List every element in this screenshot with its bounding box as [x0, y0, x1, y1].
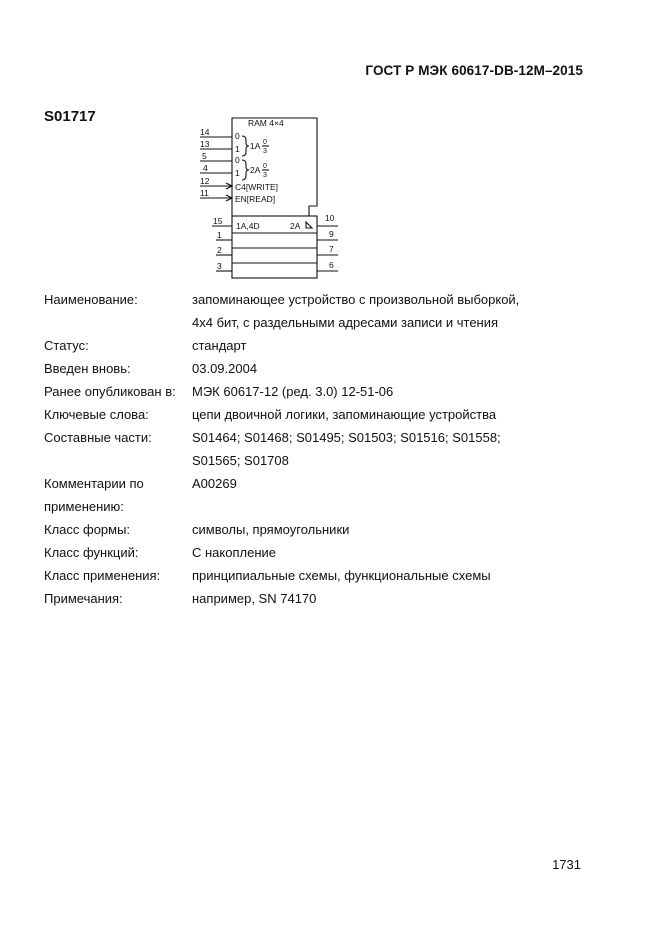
address-bit: 1	[235, 144, 240, 154]
cell-right-label: 2A	[290, 221, 301, 231]
info-row	[44, 403, 604, 426]
info-label-line: Класс формы:	[44, 522, 131, 537]
symbol-id: S01717	[44, 108, 96, 125]
pin-label: 12	[200, 176, 210, 186]
info-row	[44, 334, 604, 357]
info-value-line: A00269	[192, 476, 237, 491]
pin-label: 3	[217, 261, 222, 271]
pin-label: 1	[217, 230, 222, 240]
info-value	[192, 426, 604, 472]
info-value-line: цепи двоичной логики, запоминающие устройства	[192, 407, 497, 422]
pin-label: 9	[329, 229, 334, 239]
info-value	[192, 334, 604, 357]
info-value-line: запоминающее устройство с произвольной выборкой,	[192, 292, 520, 307]
document-header: ГОСТ Р МЭК 60617-DB-12M–2015	[365, 63, 583, 78]
address-bit: 0	[235, 131, 240, 141]
info-label	[44, 334, 192, 357]
info-value	[192, 288, 604, 334]
info-row	[44, 288, 604, 334]
pin-label: 2	[217, 245, 222, 255]
range-top: 0	[263, 163, 267, 170]
diagram-title: RAM 4×4	[248, 118, 284, 128]
info-row	[44, 564, 604, 587]
pin-label: 6	[329, 260, 334, 270]
info-value-line: 4x4 бит, с раздельными адресами записи и чтения	[192, 315, 499, 330]
info-label	[44, 380, 192, 403]
info-value	[192, 403, 604, 426]
range-top: 0	[263, 139, 267, 146]
info-value	[192, 564, 604, 587]
info-row	[44, 587, 604, 610]
pin-label: 5	[202, 151, 207, 161]
ram-symbol-diagram	[196, 112, 356, 284]
pin-label: 10	[325, 213, 335, 223]
info-label-line: Составные части:	[44, 430, 152, 445]
info-value	[192, 357, 604, 380]
info-label-line: Комментарии по	[44, 476, 144, 491]
info-label-line: Ранее опубликован в:	[44, 384, 176, 399]
info-value-line: принципиальные схемы, функциональные схемы	[192, 568, 491, 583]
address-bit: 1	[235, 168, 240, 178]
info-label	[44, 472, 192, 518]
pin-label: 15	[213, 216, 223, 226]
symbol-info-table	[44, 288, 604, 610]
info-value	[192, 518, 604, 541]
info-label	[44, 518, 192, 541]
control-label: EN[READ]	[235, 194, 276, 204]
info-row	[44, 426, 604, 472]
cell-left-label: 1A,4D	[236, 221, 260, 231]
info-label-line: применению:	[44, 499, 124, 514]
info-label	[44, 564, 192, 587]
info-value-line: С накопление	[192, 545, 276, 560]
info-label-line: Наименование:	[44, 292, 138, 307]
info-label	[44, 357, 192, 380]
info-value	[192, 587, 604, 610]
info-label	[44, 587, 192, 610]
info-value-line: 03.09.2004	[192, 361, 258, 376]
info-label-line: Класс применения:	[44, 568, 161, 583]
info-row	[44, 518, 604, 541]
info-label	[44, 288, 192, 334]
info-value-line: например, SN 74170	[192, 591, 317, 606]
info-row	[44, 472, 604, 518]
range-bottom: 3	[263, 172, 267, 179]
page-number: 1731	[552, 857, 581, 872]
info-value-line: МЭК 60617-12 (ред. 3.0) 12-51-06	[192, 384, 394, 399]
pin-label: 13	[200, 139, 210, 149]
info-label-line: Примечания:	[44, 591, 123, 606]
info-label-line: Ключевые слова:	[44, 407, 149, 422]
address-label: 2A	[250, 165, 261, 175]
info-value	[192, 541, 604, 564]
info-value-line: символы, прямоугольники	[192, 522, 350, 537]
info-value-line: S01464; S01468; S01495; S01503; S01516; S01558;	[192, 430, 501, 445]
info-label-line: Статус:	[44, 338, 89, 353]
pin-label: 14	[200, 127, 210, 137]
info-row	[44, 357, 604, 380]
info-value-line: S01565; S01708	[192, 453, 289, 468]
info-label	[44, 541, 192, 564]
range-bottom: 3	[263, 148, 267, 155]
control-label: C4[WRITE]	[235, 182, 278, 192]
info-label-line: Класс функций:	[44, 545, 139, 560]
pin-label: 11	[200, 188, 209, 198]
info-label-line: Введен вновь:	[44, 361, 131, 376]
address-bit: 0	[235, 155, 240, 165]
info-label	[44, 426, 192, 472]
info-value-line: стандарт	[192, 338, 247, 353]
info-row	[44, 541, 604, 564]
info-row	[44, 380, 604, 403]
info-label	[44, 403, 192, 426]
info-value	[192, 472, 604, 518]
pin-label: 4	[203, 163, 208, 173]
info-value	[192, 380, 604, 403]
pin-label: 7	[329, 244, 334, 254]
address-label: 1A	[250, 141, 261, 151]
